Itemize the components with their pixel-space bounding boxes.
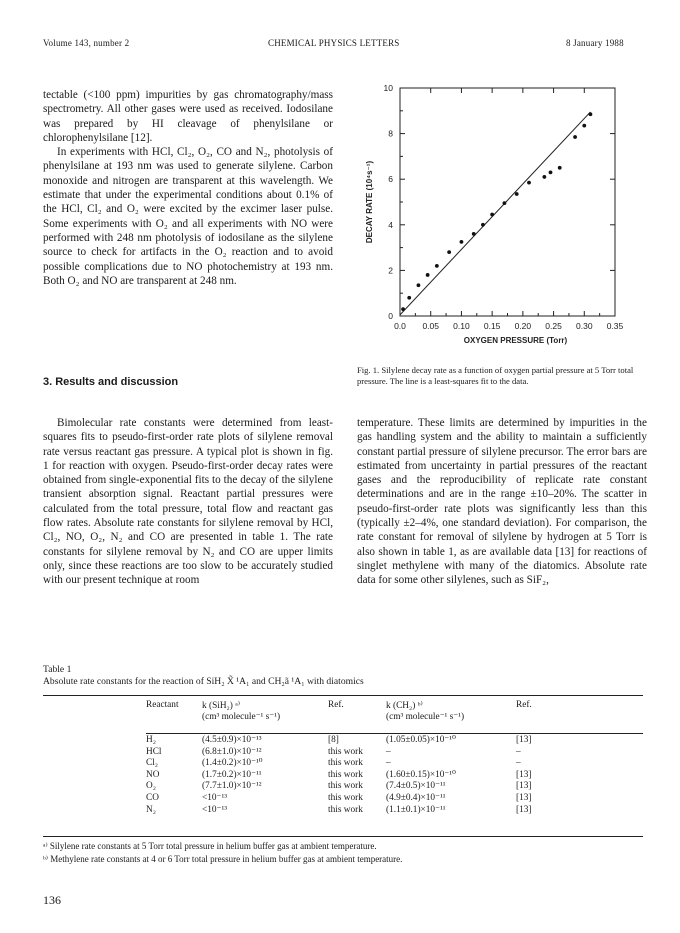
table-cell-reactant: Cl₂ xyxy=(146,758,159,769)
table-cell-ref1: this work xyxy=(328,758,363,769)
table-cell-ref2: [13] xyxy=(516,804,532,815)
x-tick-label: 0.0 xyxy=(394,321,406,331)
x-tick-label: 0.15 xyxy=(483,321,501,331)
paragraph: Bimolecular rate constants were determined from least-squares fits to pseudo-first-order rate plots of silylene removal rate versus reactant gas pressure. A typical plot is shown in fig. 1 for reaction with oxygen. Pseudo-first-order decay rates were obtained from single-exponential fits to the decay of the silylene transient absorption signal. Reactant partial pressures were calculated from the total pressure, total flow and reactant gas flow rates. Absolute rate constants for silylene removal by HCl, Cl₂, NO, O₂, N₂ and CO are presented in table 1. The rate constants for silylene removal by N₂ and CO are upper limits only, since these reactions are too slow to be accurately studied with our present technique at room xyxy=(43,417,333,587)
x-axis-label: OXYGEN PRESSURE (Torr) xyxy=(463,336,568,345)
data-point xyxy=(426,273,430,277)
x-tick-label: 0.10 xyxy=(453,321,470,331)
table-footnotes xyxy=(43,840,643,865)
table-cell-k-ch2: (1.60±0.15)×10⁻¹⁰ xyxy=(386,769,456,780)
data-point xyxy=(460,240,464,244)
x-tick-label: 0.25 xyxy=(545,321,562,331)
col-header-reactant: Reactant xyxy=(146,700,179,710)
y-tick-label: 10 xyxy=(383,83,393,93)
paragraph: temperature. These limits are determined by impurities in the gas handling system and the ability to maintain a sufficiently constant partial pressure of silylene precursor. The error bars are estimated from uncertainty in partial pressures of the reactant gases and the reproducibility of replicate rate constant determinations and are in the range ±10–20%. The scatter in pseudo-first-order rate plots was significantly less than this (typically ±2–4%, one standard deviation). For comparison, the rate constant for removal of silylene by hydrogen at 5 Torr is also shown in table 1, as are available data [13] for reactions of singlet methylene with many of the diatomics. Absolute rate data for some other silylenes, such as SiF₂, xyxy=(357,417,647,587)
y-tick-label: 2 xyxy=(388,265,393,276)
table-rule-bottom xyxy=(43,836,643,837)
left-bottom-text xyxy=(43,416,333,588)
data-point xyxy=(549,170,553,174)
table-cell-k-ch2: (1.1±0.1)×10⁻¹¹ xyxy=(386,804,446,815)
table-cell-ref1: this work xyxy=(328,804,363,815)
table-cell-reactant: NO xyxy=(146,769,160,780)
table-cell-k-sih2: (6.8±1.0)×10⁻¹² xyxy=(202,746,262,757)
y-tick-label: 6 xyxy=(388,174,393,185)
y-tick-label: 8 xyxy=(388,128,393,139)
data-point xyxy=(515,192,519,196)
table-cell-reactant: O₂ xyxy=(146,781,156,792)
table-row xyxy=(146,805,556,817)
data-point xyxy=(558,166,562,170)
table-title: Table 1 xyxy=(43,664,72,675)
table-row xyxy=(146,747,556,759)
table-row xyxy=(146,793,556,805)
header-volume: Volume 143, number 2 xyxy=(43,38,130,48)
paragraph: tectable (<100 ppm) impurities by gas chromatography/mass spectrometry. All other gases were used as received. Iodosilane was prepared by HI cleavage of phenylsilane or chlorophenylsilane [12]. xyxy=(43,89,333,144)
table-cell-k-ch2: (7.4±0.5)×10⁻¹¹ xyxy=(386,781,446,792)
table-subtitle: Absolute rate constants for the reaction of SiH₂ X̃ ¹A₁ and CH₂ã ¹A₁ with diatomics xyxy=(43,676,364,687)
header-journal: CHEMICAL PHYSICS LETTERS xyxy=(268,38,400,48)
table-cell-k-sih2: (7.7±1.0)×10⁻¹² xyxy=(202,781,262,792)
data-point xyxy=(435,264,439,268)
table-cell-ref2: [13] xyxy=(516,769,532,780)
table-row xyxy=(146,735,556,747)
page-number: 136 xyxy=(43,893,61,907)
table-row xyxy=(146,781,556,793)
data-point xyxy=(542,175,546,179)
x-tick-label: 0.05 xyxy=(422,321,439,331)
decay-rate-chart xyxy=(352,78,644,363)
x-tick-label: 0.20 xyxy=(514,321,532,331)
data-point xyxy=(447,250,451,254)
x-tick-label: 0.35 xyxy=(606,321,624,331)
col-header-k-sih2-units: (cm³ molecule⁻¹ s⁻¹) xyxy=(202,712,281,722)
table-cell-ref2: [13] xyxy=(516,792,532,803)
footnote-a: ᵃ⁾ Silylene rate constants at 5 Torr total pressure in helium buffer gas at ambient temperature. xyxy=(43,841,377,851)
data-point xyxy=(490,213,494,217)
data-point xyxy=(573,135,577,139)
table-cell-ref2: – xyxy=(516,746,521,757)
col-header-k-ch2-units: (cm³ molecule⁻¹ s⁻¹) xyxy=(386,712,465,722)
table-cell-k-ch2: – xyxy=(386,758,391,769)
rate-constants-table xyxy=(146,700,556,816)
plot-frame xyxy=(400,88,615,316)
footnote-b: ᵇ⁾ Methylene rate constants at 4 or 6 Torr total pressure in helium buffer gas at ambient temperature. xyxy=(43,853,403,864)
table-cell-k-ch2: (4.9±0.4)×10⁻¹¹ xyxy=(386,792,446,803)
table-cell-ref2: – xyxy=(516,758,521,769)
table-cell-ref1: this work xyxy=(328,746,363,757)
col-header-k-ch2: k (CH₂) ᵇ⁾ xyxy=(386,701,423,711)
data-point xyxy=(417,283,421,287)
table-cell-ref2: [13] xyxy=(516,735,532,745)
data-point xyxy=(527,181,531,185)
col-header-ref1: Ref. xyxy=(328,700,344,710)
table-cell-reactant: N₂ xyxy=(146,804,156,815)
table-cell-ref2: [13] xyxy=(516,781,532,792)
data-point xyxy=(503,201,507,205)
table-cell-ref1: this work xyxy=(328,792,363,803)
figure-1 xyxy=(352,78,644,363)
data-point xyxy=(589,112,593,116)
table-cell-ref1: [8] xyxy=(328,735,339,745)
table-cell-ref1: this work xyxy=(328,781,363,792)
col-header-ref2: Ref. xyxy=(516,700,532,710)
table-cell-k-sih2: (1.4±0.2)×10⁻¹⁰ xyxy=(202,758,263,769)
data-point xyxy=(472,232,476,236)
y-tick-label: 0 xyxy=(388,311,393,321)
table-cell-k-ch2: (1.05±0.05)×10⁻¹⁰ xyxy=(386,735,456,745)
data-point xyxy=(582,124,586,128)
table-cell-k-ch2: – xyxy=(386,746,391,757)
x-tick-label: 0.30 xyxy=(576,321,593,331)
paragraph: In experiments with HCl, Cl₂, O₂, CO and N₂, photolysis of phenylsilane at 193 nm was used to generate silylene. Carbon monoxide and nitrogen are transparent at this wavelength. We estimate that under the experimental conditions about 0.1% of the HCl, Cl₂ and O₂ were excited by the excimer laser pulse. Some experiments with O₂ and all experiments with NO were performed with 248 nm photolysis of iodosilane as the silylene source to check for artifacts in the O₂ reaction and to avoid possible complications due to NO photochemistry at 193 nm. Both O₂ and NO are transparent at 248 nm. xyxy=(43,146,333,287)
table-row xyxy=(146,758,556,770)
table-rule-top xyxy=(43,695,643,696)
table-cell-k-sih2: (4.5±0.9)×10⁻¹³ xyxy=(202,735,262,745)
data-point xyxy=(401,307,405,311)
table-cell-reactant: H₂ xyxy=(146,735,156,745)
figure-caption: Fig. 1. Silylene decay rate as a function of oxygen partial pressure at 5 Torr total pressure. The line is a least-squares fit to the data. xyxy=(357,365,634,386)
y-axis-label: DECAY RATE (10⁴s⁻¹) xyxy=(365,160,374,244)
table-cell-reactant: CO xyxy=(146,792,159,803)
col-header-k-sih2: k (SiH₂) ᵃ⁾ xyxy=(202,701,241,711)
y-tick-label: 4 xyxy=(388,219,393,230)
table-cell-k-sih2: <10⁻¹³ xyxy=(202,792,228,803)
left-top-text xyxy=(43,88,333,288)
table-row xyxy=(146,770,556,782)
section-heading: 3. Results and discussion xyxy=(43,376,179,388)
fit-line xyxy=(400,112,590,315)
table-cell-reactant: HCl xyxy=(146,746,162,757)
table-cell-k-sih2: <10⁻¹³ xyxy=(202,804,228,815)
table-cell-k-sih2: (1.7±0.2)×10⁻¹¹ xyxy=(202,769,262,780)
right-bottom-text xyxy=(357,416,647,588)
table-rule-header xyxy=(146,733,643,734)
data-point xyxy=(407,296,411,300)
data-point xyxy=(481,223,485,227)
header-date: 8 January 1988 xyxy=(566,38,624,48)
table-cell-ref1: this work xyxy=(328,769,363,780)
